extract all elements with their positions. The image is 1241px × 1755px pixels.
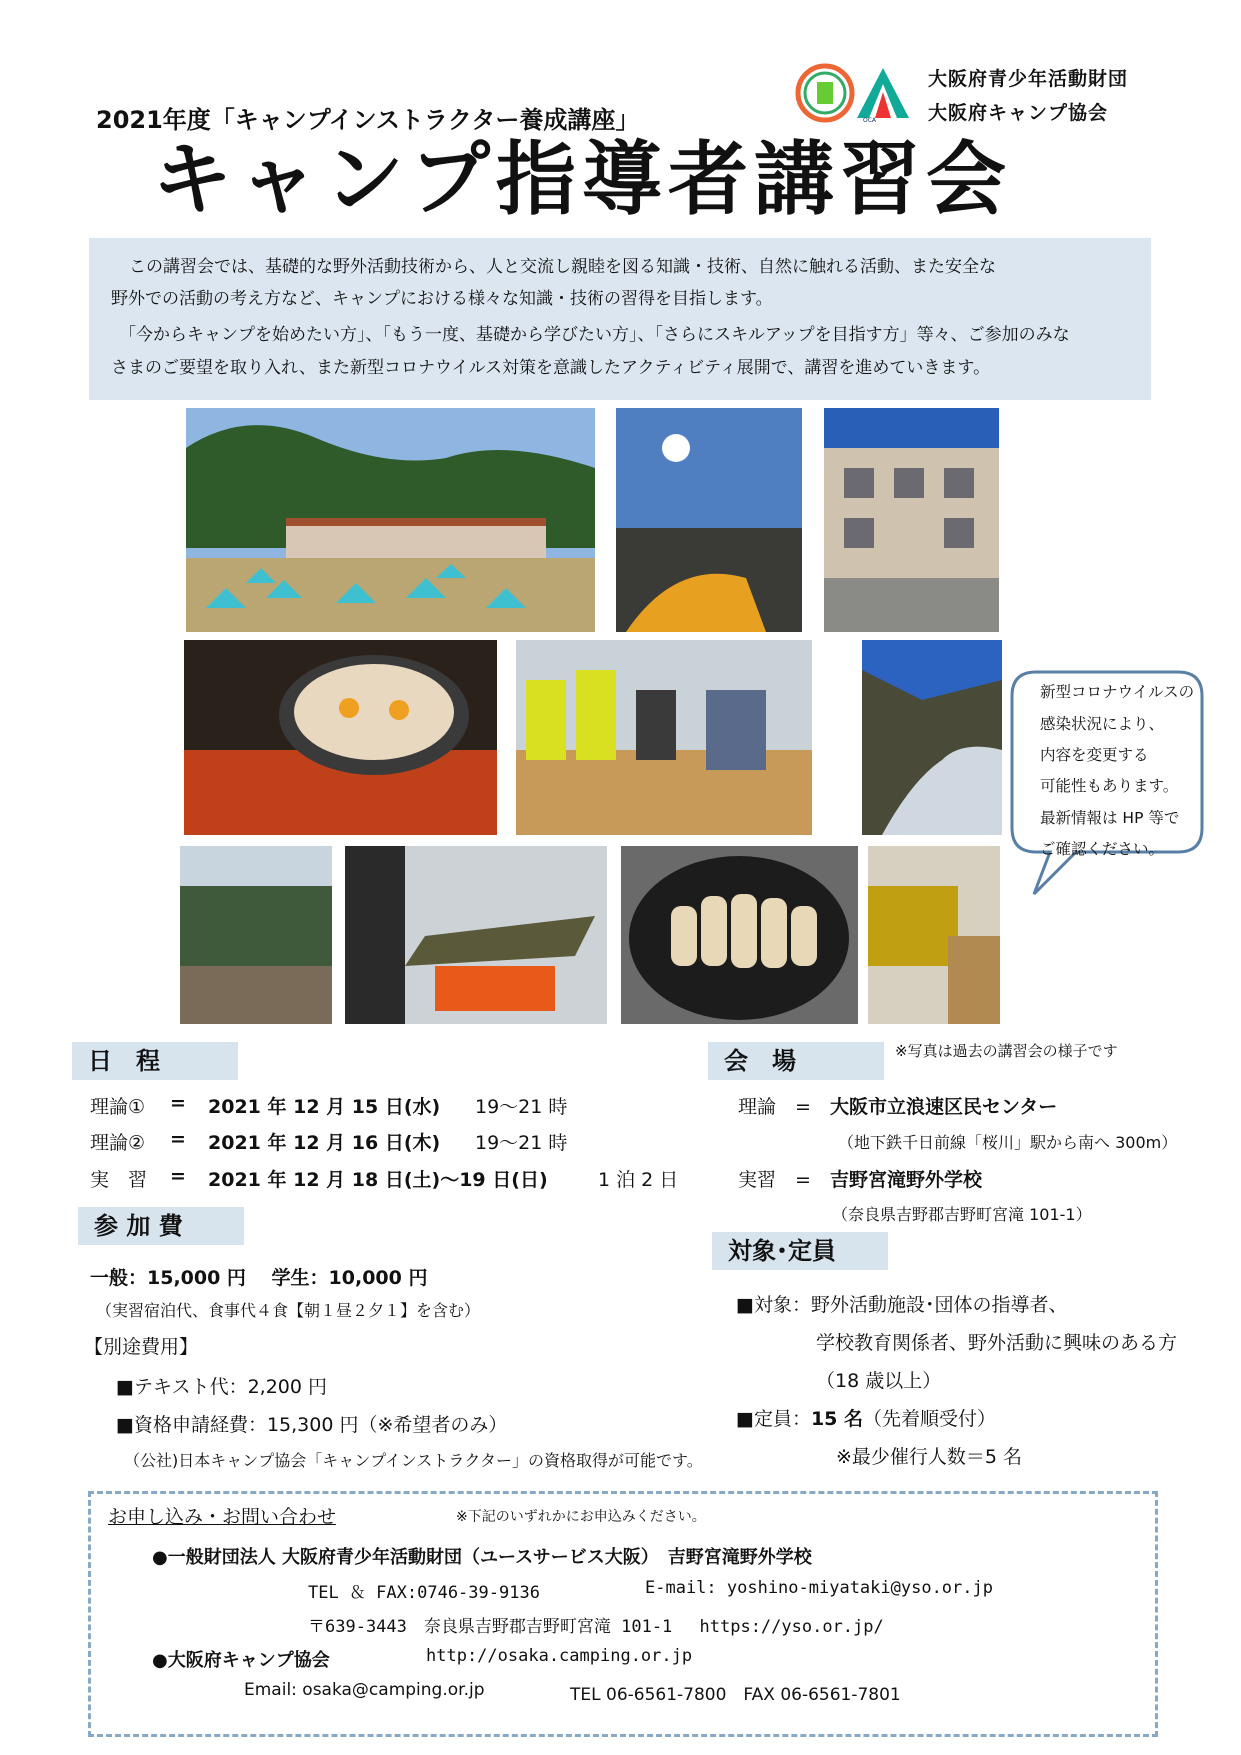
schedule-heading: 日 程 <box>72 1042 238 1080</box>
page-title: キャンプ指導者講習会 <box>152 133 1012 226</box>
target-line-2: 学校教育関係者、野外活動に興味のある方 <box>816 1332 1178 1354</box>
photo-group-deck <box>180 846 332 1024</box>
contact-email-1[interactable]: E-mail: yoshino-miyataki@yso.or.jp <box>645 1578 993 1598</box>
venue-theory-access: （地下鉄千日前線「桜川」駅から南へ 300m） <box>838 1133 1178 1152</box>
contact-note: ※下記のいずれかにお申込みください。 <box>456 1509 706 1525</box>
venue-theory-label: 理論 = <box>738 1096 811 1118</box>
bubble-line-5: 最新情報は HP 等で <box>1040 809 1180 827</box>
venue-practice-address: （奈良県吉野郡吉野町宮滝 101-1） <box>832 1205 1092 1224</box>
contact-tel-2: TEL 06-6561-7800 FAX 06-6561-7801 <box>570 1685 901 1705</box>
org-name-2: 大阪府キャンプ協会 <box>928 102 1109 124</box>
schedule-row-1 <box>90 1092 568 1119</box>
photo-school-building <box>824 408 999 632</box>
schedule-row-2 <box>90 1128 568 1155</box>
org-name-1: 大阪府青少年活動財団 <box>928 68 1129 90</box>
target-line-1: ■対象：野外活動施設･団体の指導者、 <box>736 1294 1068 1316</box>
schedule-date: 2021 年 12 月 16 日(木) <box>208 1132 441 1154</box>
capacity-note: （先着順受付） <box>863 1408 997 1430</box>
photo-note: ※写真は過去の講習会の様子です <box>895 1042 1118 1060</box>
target-line-3: （18 歳以上） <box>816 1370 942 1392</box>
organization-logos <box>795 62 925 124</box>
intro-box <box>89 238 1151 400</box>
schedule-date: 2021 年 12 月 15 日(水) <box>208 1096 441 1118</box>
fee-cert-note: （公社)日本キャンプ協会「キャンプインストラクター」の資格取得が可能です。 <box>124 1451 703 1470</box>
photo-indoor-activity <box>516 640 812 835</box>
contact-tel-1: TEL ＆ FAX:0746-39-9136 <box>308 1583 540 1603</box>
schedule-eq: = <box>170 1128 186 1150</box>
contact-email-2[interactable]: Email: osaka@camping.or.jp <box>244 1680 485 1700</box>
schedule-label: 理論② <box>90 1132 146 1154</box>
oca-logo-text: OCA <box>863 117 877 124</box>
capacity-min: ※最少催行人数＝5 名 <box>836 1446 1023 1468</box>
schedule-time: 19～21 時 <box>475 1132 568 1154</box>
target-heading: 対象･定員 <box>712 1232 888 1270</box>
venue-heading: 会 場 <box>708 1042 884 1080</box>
bubble-line-4: 可能性もあります。 <box>1040 777 1179 795</box>
contact-org-2: ●大阪府キャンプ協会 <box>152 1650 330 1671</box>
schedule-eq: = <box>170 1092 186 1114</box>
fee-main: 一般：15,000 円 学生：10,000 円 <box>90 1267 428 1289</box>
fee-text: ■テキスト代：2,200 円 <box>116 1376 328 1398</box>
bubble-line-6: ご確認ください。 <box>1040 840 1165 858</box>
schedule-time: 19～21 時 <box>475 1096 568 1118</box>
schedule-eq: = <box>170 1165 186 1187</box>
contact-heading: お申し込み・お問い合わせ <box>108 1506 337 1528</box>
photo-tent-sun <box>616 408 802 632</box>
photo-grill-fire <box>345 846 607 1024</box>
fee-extra-heading: 【別途費用】 <box>84 1336 199 1358</box>
photo-dutch-oven-bread <box>621 846 858 1024</box>
intro-line-2: 野外での活動の考え方など、キャンプにおける様々な知識・技術の習得を目指します。 <box>111 289 773 309</box>
venue-theory-place: 大阪市立浪速区民センター <box>830 1096 1058 1118</box>
contact-org-1: ●一般財団法人 大阪府青少年活動財団（ユースサービス大阪） 吉野宮滝野外学校 <box>152 1547 812 1568</box>
photo-campsite-tents <box>186 408 595 632</box>
schedule-row-3 <box>90 1165 679 1192</box>
bubble-line-2: 感染状況により、 <box>1040 715 1165 733</box>
venue-practice-label: 実習 = <box>738 1169 811 1191</box>
capacity-row <box>736 1404 996 1431</box>
bubble-line-3: 内容を変更する <box>1040 746 1149 764</box>
schedule-time: 1 泊 2 日 <box>598 1169 679 1191</box>
contact-url-2[interactable]: http://osaka.camping.or.jp <box>426 1646 693 1666</box>
intro-line-1: この講習会では、基礎的な野外活動技術から、人と交流し親睦を図る知識・技術、自然に触れる活動、また安全な <box>129 257 996 277</box>
subtitle: 2021年度「キャンプインストラクター養成講座」 <box>96 106 640 134</box>
photo-river-valley <box>862 640 1002 835</box>
fee-cert: ■資格申請経費：15,300 円（※希望者のみ） <box>116 1414 508 1436</box>
photo-cooking-eggs <box>184 640 497 835</box>
contact-address-1[interactable]: 〒639-3443 奈良県吉野郡吉野町宮滝 101-1 https://yso.or.jp/ <box>308 1617 884 1637</box>
photo-cooking-outdoor <box>868 846 1000 1024</box>
schedule-date: 2021 年 12 月 18 日(土)～19 日(日) <box>208 1169 548 1191</box>
schedule-label: 実 習 <box>90 1169 148 1191</box>
schedule-label: 理論① <box>90 1096 146 1118</box>
intro-line-4: さまのご要望を取り入れ、また新型コロナウイルス対策を意識したアクティビティ展開で、講習を進めていきます。 <box>111 358 991 378</box>
venue-practice-place: 吉野宮滝野外学校 <box>830 1169 983 1191</box>
intro-line-3: 「今からキャンプを始めたい方」、「もう一度、基礎から学びたい方」、「さらにスキルアップを目指す方」等々、ご参加のみな <box>119 325 1070 345</box>
bubble-line-1: 新型コロナウイルスの <box>1040 683 1195 701</box>
capacity-label: ■定員： <box>736 1408 811 1430</box>
capacity-value: 15 名 <box>810 1408 864 1430</box>
fee-heading: 参 加 費 <box>78 1207 244 1245</box>
fee-includes: （実習宿泊代、食事代４食【朝１昼２夕１】を含む） <box>96 1301 481 1320</box>
